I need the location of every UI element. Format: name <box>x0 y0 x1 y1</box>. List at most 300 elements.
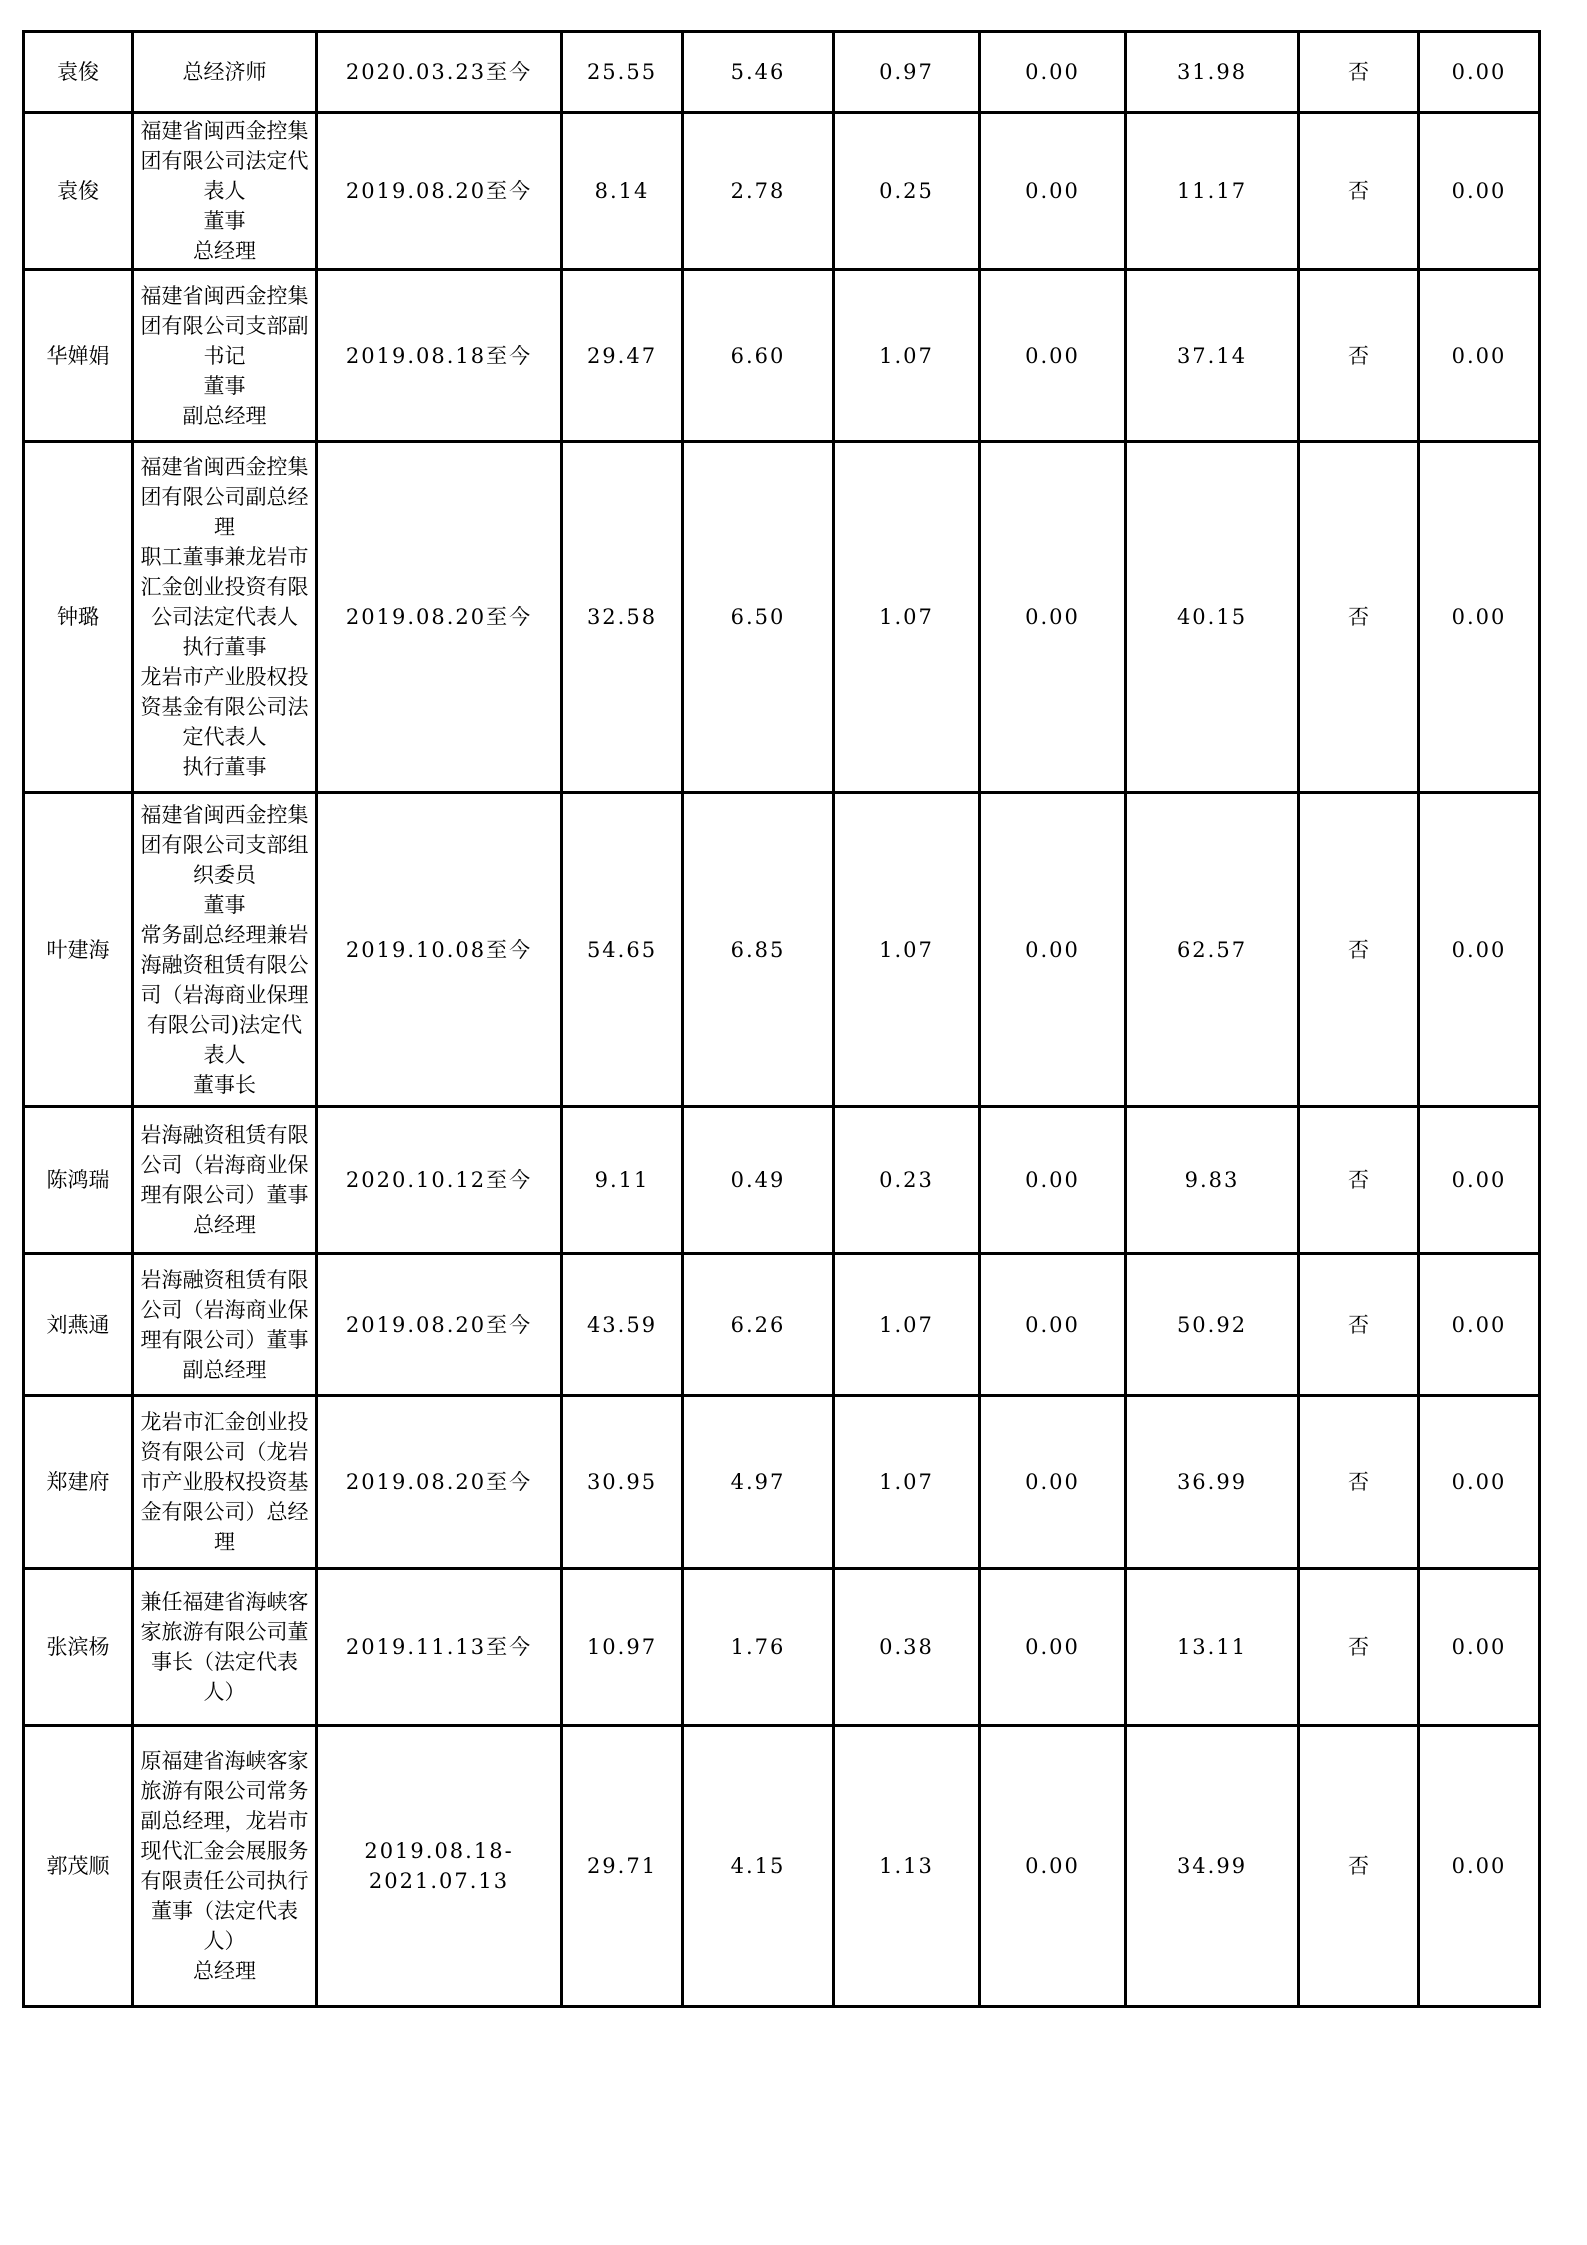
cell-total-content <box>1127 33 1297 111</box>
cell-total-content <box>1127 1255 1297 1394</box>
cell-text: 29.47 <box>586 343 658 368</box>
cell-text: 2019.08.18- <box>364 1839 514 1863</box>
cell-a <box>562 1107 683 1254</box>
cell-text: 0.00 <box>1451 60 1507 84</box>
cell-text: 袁俊 <box>57 60 99 84</box>
cell-related <box>1299 1396 1419 1569</box>
cell-total-content <box>1127 794 1297 1105</box>
cell-related-content <box>1300 1397 1417 1567</box>
cell-position <box>133 1726 317 2007</box>
cell-e-content <box>1420 1108 1538 1252</box>
cell-e-content <box>1420 1727 1538 2005</box>
cell-related <box>1299 1107 1419 1254</box>
cell-text: 郭茂顺 <box>46 1854 110 1878</box>
cell-a <box>562 32 683 113</box>
cell-text: 2019.08.18至今 <box>345 343 533 368</box>
cell-text: 0.38 <box>879 1635 934 1659</box>
cell-text: 0.23 <box>879 1168 934 1192</box>
cell-text: 执行董事 <box>182 755 267 779</box>
cell-related <box>1299 270 1419 442</box>
cell-b-content <box>684 1255 832 1394</box>
cell-b-content <box>684 1727 832 2005</box>
cell-c <box>834 793 980 1107</box>
cell-text: 否 <box>1348 60 1369 84</box>
cell-c <box>834 270 980 442</box>
cell-text: 6.50 <box>730 605 786 629</box>
cell-text: 董事长 <box>193 1072 256 1097</box>
cell-text: 6.60 <box>730 343 786 368</box>
cell-text: 0.97 <box>879 60 934 84</box>
cell-text: 刘燕通 <box>46 1312 110 1337</box>
cell-position <box>133 270 317 442</box>
cell-text: 否 <box>1348 1854 1369 1878</box>
cell-name <box>24 1254 133 1396</box>
table-row <box>24 1726 1540 2007</box>
cell-b-content <box>684 114 832 268</box>
cell-related-content <box>1300 1570 1417 1724</box>
cell-c <box>834 1726 980 2007</box>
cell-term <box>317 1396 562 1569</box>
cell-text: 副总经理 <box>182 403 267 428</box>
cell-text: 1.13 <box>879 1854 934 1878</box>
cell-b <box>683 1726 834 2007</box>
cell-a <box>562 1569 683 1726</box>
cell-term <box>317 113 562 270</box>
table-row <box>24 32 1540 113</box>
table-row <box>24 113 1540 270</box>
cell-text: 6.85 <box>730 937 786 962</box>
cell-text: 福建省闽西金控集团有限公司副总经理 <box>140 455 309 539</box>
cell-text: 0.00 <box>1025 937 1080 962</box>
compensation-table <box>22 30 1541 2008</box>
cell-b <box>683 270 834 442</box>
cell-d-content <box>981 33 1124 111</box>
cell-text: 总经理 <box>193 239 256 263</box>
cell-d-content <box>981 1255 1124 1394</box>
cell-text: 陈鸿瑞 <box>46 1168 110 1192</box>
cell-text: 华婵娟 <box>46 343 110 368</box>
cell-total <box>1126 270 1299 442</box>
cell-position <box>133 793 317 1107</box>
cell-e-content <box>1420 33 1538 111</box>
cell-a-content <box>563 33 681 111</box>
cell-position-content <box>134 1255 315 1394</box>
cell-text: 0.00 <box>1451 1168 1507 1192</box>
cell-e-content <box>1420 443 1538 791</box>
cell-text: 29.71 <box>586 1854 658 1878</box>
cell-term-content <box>318 33 560 111</box>
cell-text: 0.00 <box>1451 179 1507 203</box>
cell-name <box>24 113 133 270</box>
cell-e <box>1419 113 1540 270</box>
cell-related <box>1299 1254 1419 1396</box>
cell-related-content <box>1300 33 1417 111</box>
cell-text: 总经理 <box>193 1213 256 1237</box>
cell-text: 0.25 <box>879 179 934 203</box>
cell-text: 否 <box>1348 1470 1369 1494</box>
cell-text: 0.00 <box>1451 1312 1507 1337</box>
cell-term <box>317 1726 562 2007</box>
cell-a <box>562 1396 683 1569</box>
cell-e <box>1419 1254 1540 1396</box>
cell-text: 总经理 <box>193 1959 256 1983</box>
cell-term <box>317 793 562 1107</box>
table-row <box>24 270 1540 442</box>
cell-position <box>133 1107 317 1254</box>
cell-text: 福建省闽西金控集团有限公司支部副书记 <box>140 283 309 368</box>
cell-total-content <box>1127 1397 1297 1567</box>
cell-position-content <box>134 1108 315 1252</box>
cell-text: 9.11 <box>594 1168 650 1192</box>
cell-text: 2019.11.13至今 <box>345 1635 533 1659</box>
cell-c <box>834 1396 980 1569</box>
cell-a <box>562 270 683 442</box>
cell-text: 2019.08.20至今 <box>345 1312 533 1337</box>
cell-c <box>834 1569 980 1726</box>
cell-related <box>1299 442 1419 793</box>
cell-c-content <box>835 443 978 791</box>
cell-term-content <box>318 794 560 1105</box>
cell-a <box>562 1254 683 1396</box>
cell-c-content <box>835 794 978 1105</box>
cell-text: 1.07 <box>879 605 934 629</box>
cell-d-content <box>981 1727 1124 2005</box>
cell-name-content <box>25 114 131 268</box>
cell-term <box>317 442 562 793</box>
cell-d-content <box>981 1570 1124 1724</box>
cell-b-content <box>684 794 832 1105</box>
cell-name <box>24 442 133 793</box>
cell-text: 0.00 <box>1025 1312 1080 1337</box>
table-row <box>24 1396 1540 1569</box>
cell-d-content <box>981 271 1124 440</box>
cell-text: 5.46 <box>730 60 786 84</box>
cell-total <box>1126 1254 1299 1396</box>
cell-d <box>980 1107 1126 1254</box>
cell-total <box>1126 1569 1299 1726</box>
cell-b <box>683 1569 834 1726</box>
cell-d-content <box>981 1397 1124 1567</box>
cell-c-content <box>835 1255 978 1394</box>
cell-text: 0.00 <box>1451 343 1507 368</box>
cell-text: 0.00 <box>1025 343 1080 368</box>
cell-c-content <box>835 1397 978 1567</box>
cell-b <box>683 442 834 793</box>
table-row <box>24 1107 1540 1254</box>
cell-c <box>834 1254 980 1396</box>
cell-e-content <box>1420 114 1538 268</box>
cell-d <box>980 1254 1126 1396</box>
cell-term <box>317 1569 562 1726</box>
cell-related-content <box>1300 271 1417 440</box>
cell-text: 袁俊 <box>57 179 99 203</box>
cell-name <box>24 270 133 442</box>
cell-d-content <box>981 443 1124 791</box>
cell-e <box>1419 1396 1540 1569</box>
cell-b <box>683 1396 834 1569</box>
cell-text: 职工董事兼龙岩市汇金创业投资有限公司法定代表人 <box>140 545 309 629</box>
cell-text: 0.00 <box>1451 1470 1507 1494</box>
cell-b <box>683 113 834 270</box>
cell-text: 2021.07.13 <box>368 1869 510 1893</box>
cell-e <box>1419 1726 1540 2007</box>
cell-position-content <box>134 1397 315 1567</box>
cell-b-content <box>684 1570 832 1724</box>
cell-text: 32.58 <box>586 605 658 629</box>
cell-name <box>24 1726 133 2007</box>
cell-term-content <box>318 443 560 791</box>
cell-text: 1.07 <box>879 1470 934 1494</box>
cell-related <box>1299 113 1419 270</box>
cell-position-content <box>134 271 315 440</box>
cell-text: 福建省闽西金控集团有限公司法定代表人 <box>140 119 309 203</box>
cell-total-content <box>1127 114 1297 268</box>
cell-text: 董事 <box>203 373 246 398</box>
cell-e <box>1419 793 1540 1107</box>
cell-text: 否 <box>1348 179 1369 203</box>
cell-b <box>683 1254 834 1396</box>
cell-position <box>133 113 317 270</box>
cell-e-content <box>1420 1255 1538 1394</box>
cell-position-content <box>134 33 315 111</box>
cell-name-content <box>25 1108 131 1252</box>
cell-a <box>562 793 683 1107</box>
cell-text: 4.97 <box>730 1470 786 1494</box>
cell-name <box>24 1107 133 1254</box>
cell-a-content <box>563 114 681 268</box>
cell-position <box>133 442 317 793</box>
cell-position-content <box>134 1570 315 1724</box>
cell-text: 62.57 <box>1176 937 1248 962</box>
cell-name-content <box>25 794 131 1105</box>
cell-related <box>1299 793 1419 1107</box>
cell-total <box>1126 1107 1299 1254</box>
cell-text: 30.95 <box>586 1470 658 1494</box>
cell-text: 否 <box>1348 605 1369 629</box>
cell-term <box>317 1107 562 1254</box>
cell-text: 否 <box>1348 937 1369 962</box>
cell-d-content <box>981 794 1124 1105</box>
cell-text: 50.92 <box>1176 1312 1248 1337</box>
cell-e-content <box>1420 271 1538 440</box>
cell-text: 2019.08.20至今 <box>345 605 533 629</box>
cell-e <box>1419 1107 1540 1254</box>
cell-text: 1.07 <box>879 937 934 962</box>
cell-text: 13.11 <box>1176 1635 1248 1659</box>
cell-total-content <box>1127 443 1297 791</box>
cell-term-content <box>318 1397 560 1567</box>
cell-e <box>1419 32 1540 113</box>
cell-text: 2019.08.20至今 <box>345 1470 533 1494</box>
cell-name-content <box>25 443 131 791</box>
cell-d <box>980 442 1126 793</box>
cell-b-content <box>684 1108 832 1252</box>
cell-text: 0.00 <box>1025 179 1080 203</box>
cell-text: 0.00 <box>1451 1635 1507 1659</box>
cell-c <box>834 113 980 270</box>
cell-text: 龙岩市产业股权投资基金有限公司法定代表人 <box>140 665 309 749</box>
cell-text: 0.49 <box>730 1168 786 1192</box>
cell-related <box>1299 32 1419 113</box>
cell-related-content <box>1300 1108 1417 1252</box>
cell-text: 8.14 <box>594 179 650 203</box>
cell-term <box>317 270 562 442</box>
cell-text: 0.00 <box>1025 1635 1080 1659</box>
cell-text: 0.00 <box>1451 1854 1507 1878</box>
cell-term-content <box>318 1727 560 2005</box>
cell-text: 否 <box>1348 343 1369 368</box>
cell-b <box>683 1107 834 1254</box>
cell-text: 董事 <box>203 209 246 233</box>
cell-text: 2020.03.23至今 <box>345 60 533 84</box>
cell-text: 叶建海 <box>46 937 110 962</box>
cell-text: 36.99 <box>1176 1470 1248 1494</box>
cell-text: 6.26 <box>730 1312 786 1337</box>
cell-position <box>133 32 317 113</box>
cell-a-content <box>563 1397 681 1567</box>
cell-term-content <box>318 1108 560 1252</box>
table-row <box>24 442 1540 793</box>
cell-position-content <box>134 114 315 268</box>
cell-name-content <box>25 1397 131 1567</box>
cell-a <box>562 113 683 270</box>
cell-e-content <box>1420 794 1538 1105</box>
cell-text: 0.00 <box>1451 605 1507 629</box>
cell-e-content <box>1420 1570 1538 1724</box>
cell-text: 否 <box>1348 1312 1369 1337</box>
cell-e-content <box>1420 1397 1538 1567</box>
cell-b-content <box>684 443 832 791</box>
cell-text: 否 <box>1348 1635 1369 1659</box>
cell-related-content <box>1300 1727 1417 2005</box>
cell-term-content <box>318 1255 560 1394</box>
cell-total-content <box>1127 1727 1297 2005</box>
cell-related-content <box>1300 114 1417 268</box>
cell-b-content <box>684 33 832 111</box>
cell-c-content <box>835 1727 978 2005</box>
cell-text: 钟璐 <box>57 605 99 629</box>
cell-a <box>562 442 683 793</box>
cell-text: 37.14 <box>1176 343 1248 368</box>
cell-related-content <box>1300 1255 1417 1394</box>
cell-b <box>683 793 834 1107</box>
cell-d <box>980 1396 1126 1569</box>
cell-text: 岩海融资租赁有限公司（岩海商业保理有限公司）董事 <box>140 1267 309 1352</box>
cell-c-content <box>835 1108 978 1252</box>
cell-d <box>980 270 1126 442</box>
cell-text: 2.78 <box>730 179 786 203</box>
cell-text: 54.65 <box>586 937 658 962</box>
cell-d <box>980 793 1126 1107</box>
cell-name-content <box>25 271 131 440</box>
cell-text: 0.00 <box>1025 1168 1080 1192</box>
cell-term <box>317 32 562 113</box>
cell-name <box>24 1396 133 1569</box>
cell-text: 1.76 <box>730 1635 786 1659</box>
cell-name <box>24 793 133 1107</box>
cell-d <box>980 32 1126 113</box>
cell-text: 0.00 <box>1025 605 1080 629</box>
cell-text: 董事 <box>203 892 246 917</box>
cell-position-content <box>134 794 315 1105</box>
cell-total <box>1126 793 1299 1107</box>
cell-text: 11.17 <box>1176 179 1248 203</box>
cell-term-content <box>318 1570 560 1724</box>
cell-a-content <box>563 794 681 1105</box>
cell-text: 原福建省海峡客家旅游有限公司常务副总经理，龙岩市现代汇金会展服务有限责任公司执行董事（法定代表人） <box>140 1749 309 1953</box>
cell-related-content <box>1300 794 1417 1105</box>
cell-total <box>1126 113 1299 270</box>
cell-text: 10.97 <box>586 1635 658 1659</box>
cell-e <box>1419 1569 1540 1726</box>
cell-a-content <box>563 1108 681 1252</box>
table-row <box>24 793 1540 1107</box>
cell-text: 1.07 <box>879 1312 934 1337</box>
cell-c-content <box>835 1570 978 1724</box>
cell-text: 9.83 <box>1184 1168 1240 1192</box>
cell-text: 25.55 <box>586 60 658 84</box>
cell-a-content <box>563 1727 681 2005</box>
cell-term-content <box>318 114 560 268</box>
cell-a-content <box>563 1255 681 1394</box>
cell-text: 0.00 <box>1451 937 1507 962</box>
cell-name-content <box>25 1727 131 2005</box>
cell-position <box>133 1569 317 1726</box>
cell-name <box>24 32 133 113</box>
cell-text: 郑建府 <box>46 1470 110 1494</box>
cell-e <box>1419 270 1540 442</box>
cell-text: 总经济师 <box>182 60 267 84</box>
cell-text: 4.15 <box>730 1854 786 1878</box>
cell-a <box>562 1726 683 2007</box>
cell-text: 否 <box>1348 1168 1369 1192</box>
cell-position-content <box>134 1727 315 2005</box>
cell-total-content <box>1127 1108 1297 1252</box>
cell-related <box>1299 1569 1419 1726</box>
cell-related <box>1299 1726 1419 2007</box>
cell-text: 0.00 <box>1025 60 1080 84</box>
cell-text: 副总经理 <box>182 1357 267 1382</box>
cell-name-content <box>25 1255 131 1394</box>
cell-text: 龙岩市汇金创业投资有限公司（龙岩市产业股权投资基金有限公司）总经理 <box>140 1410 309 1554</box>
cell-text: 执行董事 <box>182 635 267 659</box>
cell-total <box>1126 1396 1299 1569</box>
table-row <box>24 1569 1540 1726</box>
cell-d <box>980 1726 1126 2007</box>
cell-c <box>834 1107 980 1254</box>
cell-a-content <box>563 1570 681 1724</box>
cell-text: 0.00 <box>1025 1854 1080 1878</box>
table-row <box>24 1254 1540 1396</box>
cell-position <box>133 1254 317 1396</box>
cell-name <box>24 1569 133 1726</box>
cell-position-content <box>134 443 315 791</box>
cell-total <box>1126 1726 1299 2007</box>
cell-term-content <box>318 271 560 440</box>
cell-total <box>1126 442 1299 793</box>
cell-text: 福建省闽西金控集团有限公司支部组织委员 <box>140 802 309 887</box>
cell-text: 2019.08.20至今 <box>345 179 533 203</box>
cell-d <box>980 1569 1126 1726</box>
cell-total-content <box>1127 271 1297 440</box>
cell-total <box>1126 32 1299 113</box>
cell-text: 1.07 <box>879 343 934 368</box>
cell-text: 张滨杨 <box>46 1635 110 1659</box>
cell-c-content <box>835 271 978 440</box>
cell-text: 常务副总经理兼岩海融资租赁有限公司（岩海商业保理有限公司)法定代表人 <box>140 922 309 1067</box>
cell-c <box>834 442 980 793</box>
cell-text: 31.98 <box>1176 60 1248 84</box>
